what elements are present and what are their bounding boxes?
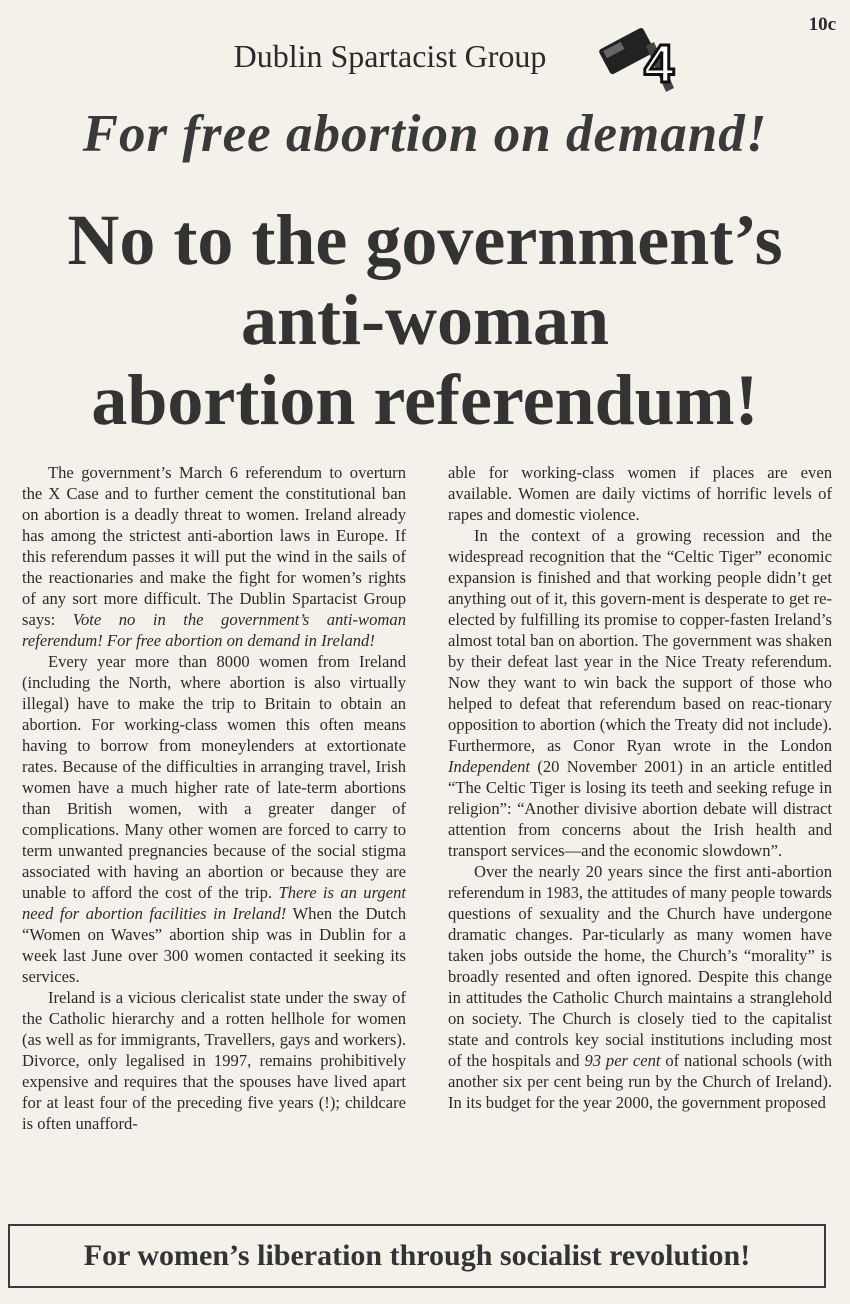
paragraph [448, 861, 832, 1113]
top-slogan: For free abortion on demand! [82, 105, 768, 163]
footer-slogan: For women’s liberation through socialist revolution! [83, 1239, 751, 1272]
footer-slogan-box [8, 1224, 826, 1288]
paragraph [22, 651, 406, 987]
paragraph-text: of national schools (with another six per cent being run by the Church of Ireland). In its budget for the year 2000, the government proposed [448, 1051, 832, 1112]
paragraph-text: In the context of a growing recession and the widespread recognition that the “Celtic Tiger” economic expansion is finished and that working people didn’t get anything out of it, this govern-ment is desperate to get re-elected by fulfilling its promise to copper-fasten Ireland’s almost total ban on abortion. The government was shaken by their defeat last year in the Nice Treaty referendum. Now they want to win back the support of those who helped to defeat that referendum based on reac-tionary opposition to abortion (which the Treaty did not include). Furthermore, as Conor Ryan wrote in the London [448, 526, 832, 755]
headline-line-1: No to the government’s [67, 200, 783, 280]
logo-numeral: 4 [644, 34, 675, 94]
paragraph: able for working-class women if places are even available. Women are daily victims of horrific levels of rapes and domestic violence. [448, 463, 832, 524]
paragraph-text: The government’s March 6 referendum to overturn the X Case and to further cement the constitutional ban on abortion is a deadly threat to women. Ireland already has among the strictest anti-abortion laws in Europe. If this referendum passes it will put the wind in the sails of the reactionaries and make the fight for women’s rights of any sort more difficult. The Dublin Spartacist Group says: [22, 463, 406, 629]
headline-line-3: abortion referendum! [91, 360, 759, 440]
article-column-left [22, 462, 406, 1202]
paragraph-emphasis: Independent [448, 757, 531, 776]
group-name: Dublin Spartacist Group [233, 38, 547, 74]
headline-line-2: anti-woman [240, 280, 609, 360]
headline [0, 200, 850, 440]
paragraph-text: Every year more than 8000 women from Ireland (including the North, where abortion is also virtually illegal) have to make the trip to Britain to obtain an abortion. For working-class women this often means having to borrow from moneylenders at extortionate rates. Because of the difficulties in arranging travel, Irish women have a much higher rate of late-term abortions than British women, with a greater danger of complications. Many other women are forced to carry to term unwanted pregnancies because of the social stigma associated with having an abortion or because they are unable to afford the cost of the trip. [22, 652, 406, 902]
paragraph-text: (20 November 2001) in an article entitled “The Celtic Tiger is losing its teeth and seeking refuge in religion”: “Another divisive abortion debate will distract attention from concerns about the Irish health and transport services—and the economic slowdown”. [448, 757, 832, 860]
paragraph: Ireland is a vicious clericalist state under the sway of the Catholic hierarchy and a rotten hellhole for women (as well as for immigrants, Travellers, gays and workers). Divorce, only legalised in 1997, remains prohibitively expensive and requires that the spouses have lived apart for at least four of the preceding five years (!); childcare is often unafford- [22, 988, 406, 1133]
hammer-four-logo [594, 6, 690, 98]
article-columns [22, 462, 832, 1202]
page-number: 10c [808, 14, 836, 35]
paragraph [22, 462, 406, 651]
paragraph-emphasis: There is an urgent need for abortion facilities in Ireland! [22, 883, 406, 923]
paragraph-emphasis: 93 per cent [584, 1051, 661, 1070]
article-column-right [448, 462, 832, 1202]
paragraph [448, 525, 832, 861]
paragraph-emphasis: Vote no in the government’s anti-woman referendum! For free abortion on demand in Ireland! [22, 610, 406, 650]
paragraph-text: When the Dutch “Women on Waves” abortion ship was in Dublin for a week last June over 300 women contacted it seeking its services. [22, 904, 406, 986]
paragraph-text: Over the nearly 20 years since the first anti-abortion referendum in 1983, the attitudes of many people towards questions of sexuality and the Church have undergone dramatic changes. Par-ticularly as many women have taken jobs outside the home, the Church’s “morality” is broadly resented and often ignored. Despite this change in attitudes the Catholic Church maintains a stranglehold on society. The Church is closely tied to the capitalist state and controls key social institutions including most of the hospitals and [448, 862, 832, 1070]
